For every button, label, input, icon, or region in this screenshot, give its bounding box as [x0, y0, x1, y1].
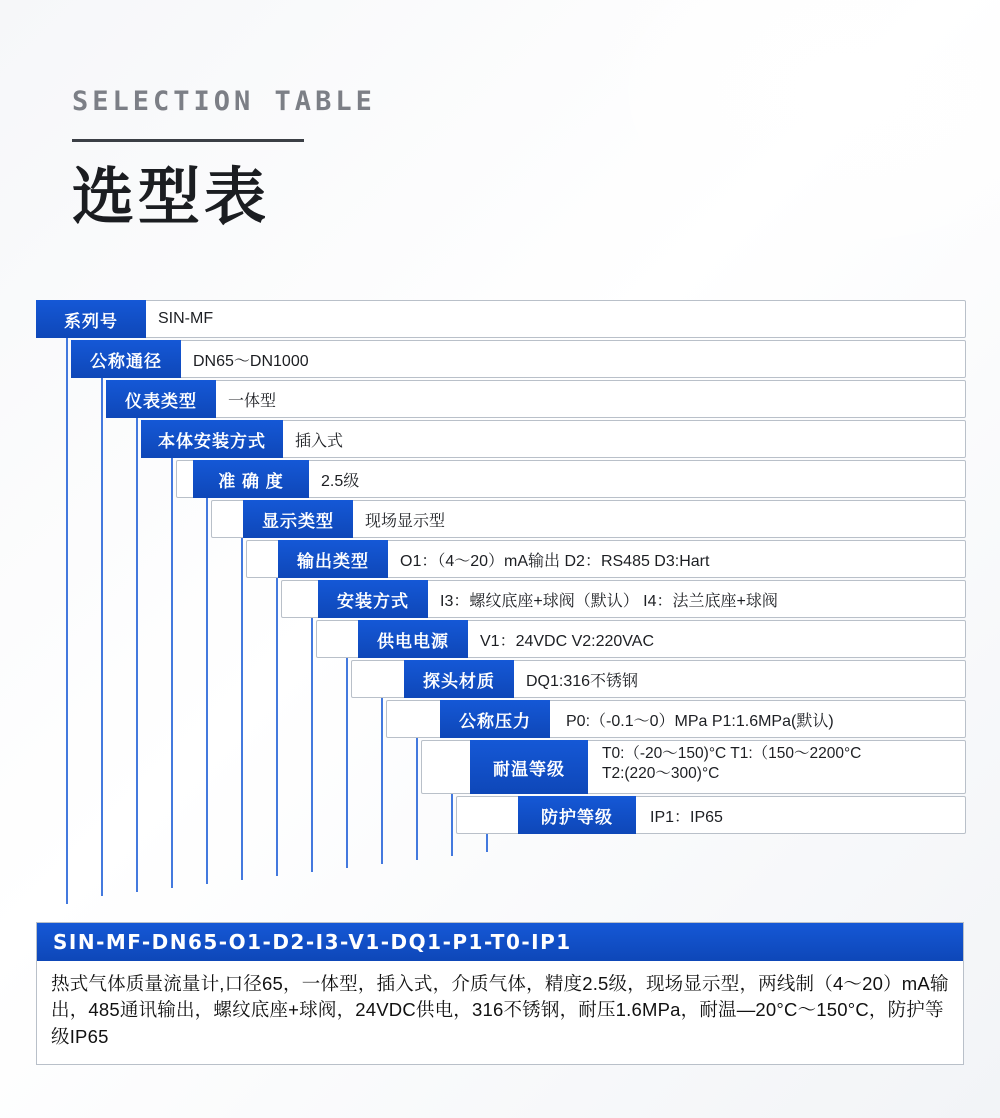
- table-row: [36, 580, 966, 620]
- result-block: [36, 922, 964, 1065]
- row-value-display-type: 现场显示型: [365, 512, 446, 530]
- row-value-nominal-pressure: P0:（-0.1〜0）MPa P1:1.6MPa(默认): [566, 712, 834, 730]
- result-description: 热式气体质量流量计,口径65，一体型，插入式，介质气体，精度2.5级，现场显示型，两线制（4〜20）mA输出，485通讯输出，螺纹底座+球阀，24VDC供电，316不锈钢，耐压1.6MPa，耐温—20°C〜150°C，防护等级IP65: [51, 973, 949, 1047]
- row-value-series: SIN-MF: [158, 310, 214, 327]
- row-value-meter-type: 一体型: [228, 392, 277, 410]
- row-tag-nominal-pressure: 公称压力: [440, 700, 550, 738]
- table-row: [36, 540, 966, 580]
- row-tag-power-supply: 供电电源: [358, 620, 468, 658]
- table-row: [36, 740, 966, 796]
- table-row: [36, 500, 966, 540]
- row-tag-protection-grade: 防护等级: [518, 796, 636, 834]
- result-model-code: SIN-MF-DN65-O1-D2-I3-V1-DQ1-P1-T0-IP1: [37, 923, 963, 961]
- table-row: [36, 300, 966, 340]
- page-eyebrow: SELECTION TABLE: [72, 86, 376, 117]
- row-value-accuracy: 2.5级: [321, 472, 360, 490]
- header-divider: [72, 139, 304, 142]
- table-row: [36, 340, 966, 380]
- table-row: [36, 380, 966, 420]
- row-value-mounting-method: I3：螺纹底座+球阀（默认） I4：法兰底座+球阀: [440, 592, 778, 610]
- table-row: [36, 420, 966, 460]
- row-value-temperature-grade: [602, 740, 861, 798]
- table-row: [36, 620, 966, 660]
- row-value-protection-grade: IP1：IP65: [650, 808, 723, 826]
- row-value-output-type: O1：（4〜20）mA输出 D2：RS485 D3:Hart: [400, 552, 710, 570]
- row-tag-series: 系列号: [36, 300, 146, 338]
- row-tag-meter-type: 仪表类型: [106, 380, 216, 418]
- row-tag-nominal-diameter: 公称通径: [71, 340, 181, 378]
- table-row: [36, 460, 966, 500]
- row-tag-accuracy: 准 确 度: [193, 460, 309, 498]
- row-tag-mounting-method: 安装方式: [318, 580, 428, 618]
- row-tag-body-mounting: 本体安装方式: [141, 420, 283, 458]
- temperature-grade-line-1: T0:（-20〜150)°C T1:（150〜2200°C: [602, 745, 862, 762]
- selection-table: [36, 300, 966, 836]
- row-tag-probe-material: 探头材质: [404, 660, 514, 698]
- table-row: [36, 700, 966, 740]
- row-value-power-supply: V1：24VDC V2:220VAC: [480, 632, 655, 650]
- row-value-nominal-diameter: DN65〜DN1000: [193, 352, 309, 370]
- row-tag-display-type: 显示类型: [243, 500, 353, 538]
- page-header: [72, 86, 376, 232]
- table-row: [36, 796, 966, 836]
- row-tag-output-type: 输出类型: [278, 540, 388, 578]
- temperature-grade-line-2: T2:(220〜300)°C: [602, 764, 720, 782]
- table-row: [36, 660, 966, 700]
- row-value-body-mounting: 插入式: [295, 432, 344, 450]
- page-title: 选型表: [72, 163, 271, 232]
- row-value-probe-material: DQ1:316不锈钢: [526, 672, 639, 690]
- row-tag-temperature-grade: 耐温等级: [470, 740, 588, 794]
